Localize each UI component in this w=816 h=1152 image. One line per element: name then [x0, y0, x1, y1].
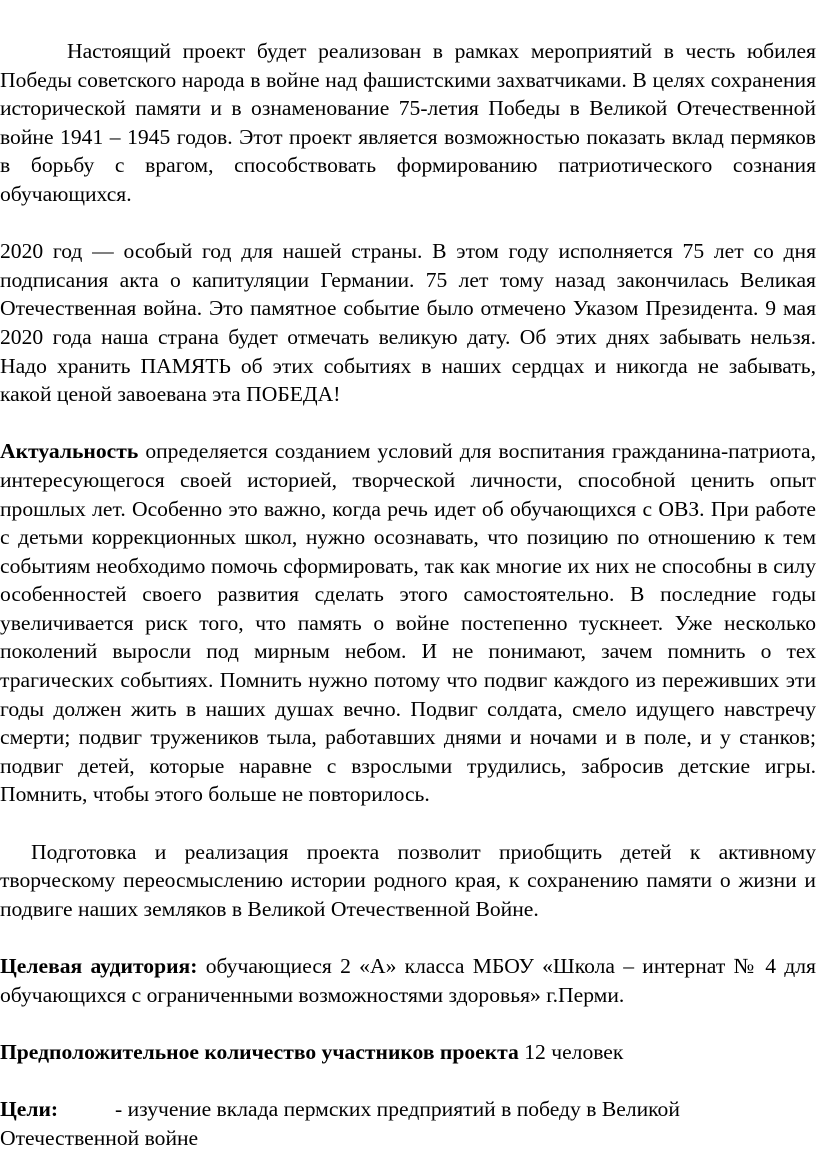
- goals-line-1: [0, 1095, 816, 1124]
- paragraph-gap: [0, 923, 816, 952]
- paragraph-gap: [0, 809, 816, 838]
- paragraph-target-audience: [0, 952, 816, 1009]
- paragraph-anniversary: 2020 год — особый год для нашей страны. В этом году исполняется 75 лет со дня подписания акта о капитуляции Германии. 75 лет тому назад закончилась Великая Отечественная война. Это памятное событие было отмечено Указом Президента. 9 мая 2020 года наша страна будет отмечать великую дату. Об этих днях забывать нельзя. Надо хранить ПАМЯТЬ об этих событиях в наших сердцах и никогда не забывать, какой ценой завоевана эта ПОБЕДА!: [0, 239, 816, 407]
- goals-item-1: - изучение вклада пермских предприятий в победу в Великой: [115, 1096, 680, 1121]
- paragraph-gap: [0, 409, 816, 438]
- paragraph-goals: [0, 1095, 816, 1152]
- participants-label: Предположительное количество участников проекта: [0, 1039, 519, 1064]
- paragraph-participants: [0, 1038, 816, 1067]
- paragraph-gap: [0, 1009, 816, 1038]
- goals-label: Цели:: [0, 1096, 59, 1121]
- relevance-label: Актуальность: [0, 439, 139, 464]
- target-audience-text: обучающиеся 2 «А» класса МБОУ «Школа – интернат № 4 для обучающихся с ограниченными возможностями здоровья» г.Перми.: [0, 954, 816, 1007]
- relevance-text: определяется созданием условий для воспитания гражданина-патриота, интересующегося своей историей, творческой личности, способной ценить опыт прошлых лет. Особенно это важно, когда речь идет об обучающихся с ОВЗ. При работе с детьми коррекционных школ, нужно осознавать, что позицию по отношению к тем событиям необходимо помочь сформировать, так как многие их них не способны в силу особенностей своего развития сделать этого самостоятельно. В последние годы увеличивается риск того, что память о войне постепенно тускнеет. Уже несколько поколений выросли под мирным небом. И не понимают, зачем помнить о тех трагических событиях. Помнить нужно потому что подвиг каждого из переживших эти годы должен жить в наших душах вечно. Подвиг солдата, смело идущего навстречу смерти; подвиг тружеников тыла, работавших днями и ночами и в поле, и у станков; подвиг детей, которые наравне с взрослыми трудились, забросив детские игры. Помнить, чтобы этого больше не повторилось.: [0, 439, 816, 807]
- paragraph-relevance: [0, 437, 816, 809]
- paragraph-intro: Настоящий проект будет реализован в рамках мероприятий в честь юбилея Победы советского народа в войне над фашистскими захватчиками. В целях сохранения исторической памяти и в ознаменование 75-летия Победы в Великой Отечественной войне 1941 – 1945 годов. Этот проект является возможностью показать вклад пермяков в борьбу с врагом, способствовать формированию патриотического сознания обучающихся.: [0, 39, 816, 206]
- paragraph-preparation: Подготовка и реализация проекта позволит приобщить детей к активному творческому переосмыслению истории родного края, к сохранению памяти о жизни и подвиге наших земляков в Великой Отечественной Войне.: [0, 839, 816, 921]
- paragraph-gap: [0, 1066, 816, 1095]
- goals-line-2: Отечественной войне: [0, 1125, 199, 1150]
- target-audience-label: Целевая аудитория:: [0, 954, 198, 978]
- participants-text: 12 человек: [518, 1039, 624, 1064]
- paragraph-gap: [0, 209, 816, 238]
